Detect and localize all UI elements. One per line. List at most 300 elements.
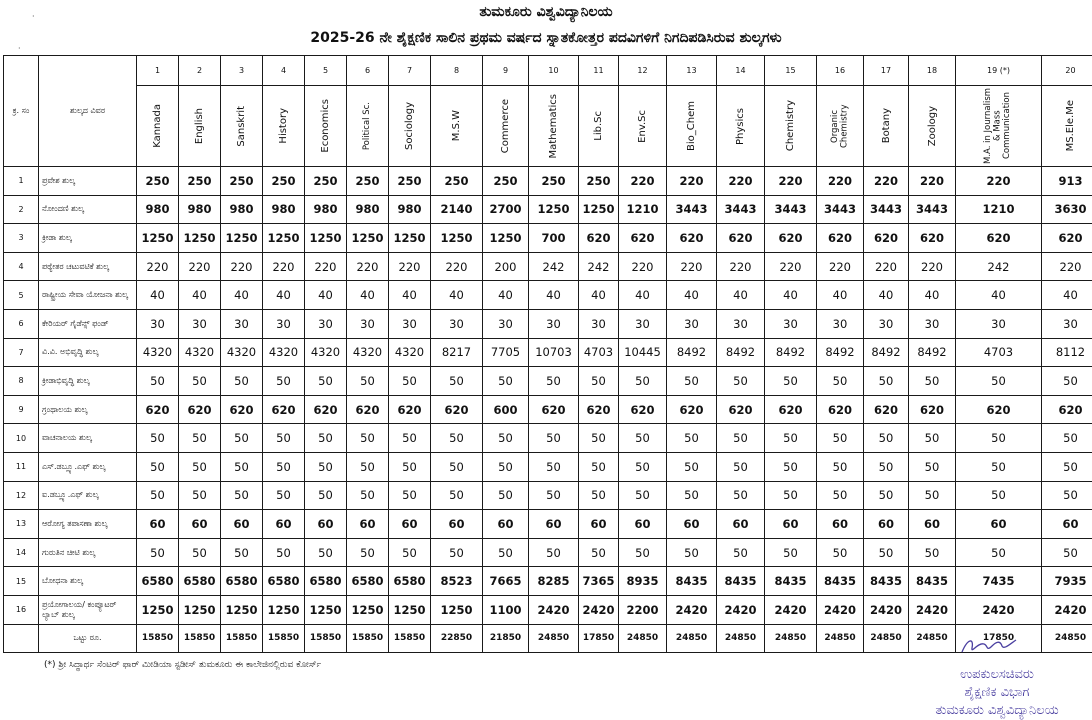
column-name [137,86,179,167]
fee-cell: 6580 [347,567,389,596]
fee-cell: 50 [389,424,431,453]
fee-cell: 30 [619,309,667,338]
fee-cell: 8435 [717,567,765,596]
fee-cell: 250 [221,167,263,196]
fee-cell: 40 [765,281,817,310]
fee-cell: 980 [389,195,431,224]
fee-cell: 1250 [579,195,619,224]
total-serial [4,624,39,652]
column-number: 4 [263,56,305,86]
fee-cell: 220 [864,252,909,281]
fee-cell: 620 [1042,224,1092,253]
fee-cell: 30 [137,309,179,338]
fee-cell: 50 [717,481,765,510]
fee-cell: 3443 [817,195,864,224]
column-number: 14 [717,56,765,86]
fee-cell: 50 [1042,452,1092,481]
fee-cell: 220 [817,167,864,196]
total-cell: 24850 [765,624,817,652]
fee-cell: 50 [817,452,864,481]
total-cell: 21850 [483,624,529,652]
column-name-text: Economics [320,99,331,153]
fee-cell: 60 [263,510,305,539]
fee-cell: 40 [137,281,179,310]
fee-cell: 50 [619,367,667,396]
fee-cell: 60 [137,510,179,539]
row-serial: 8 [4,367,39,396]
fee-cell: 50 [667,424,717,453]
fee-cell: 50 [864,367,909,396]
fee-cell: 50 [347,452,389,481]
column-name-text: Zoology [927,106,938,146]
column-number: 15 [765,56,817,86]
fee-cell: 6580 [221,567,263,596]
row-label: ಗ್ರಂಥಾಲಯ ಶುಲ್ಕ [39,395,137,424]
fee-cell: 7365 [579,567,619,596]
column-number: 16 [817,56,864,86]
column-name-text: Mathematics [548,94,559,158]
fee-cell: 60 [483,510,529,539]
fee-cell: 50 [483,367,529,396]
fee-cell: 50 [667,367,717,396]
fee-cell: 50 [305,367,347,396]
fee-cell: 50 [529,481,579,510]
fee-cell: 1250 [305,224,347,253]
row-label: ಎಸ್.ಡಬ್ಲ್ಯೂ.ಎಫ್ ಶುಲ್ಕ [39,452,137,481]
column-name-text: Env.Sc [637,110,648,143]
fee-cell: 1250 [221,224,263,253]
fee-cell: 2420 [765,595,817,624]
fee-cell: 3443 [717,195,765,224]
fee-cell: 242 [956,252,1042,281]
fee-cell: 980 [263,195,305,224]
total-cell: 15850 [179,624,221,652]
column-name-text: Political Sc. [363,102,373,150]
fee-cell: 50 [864,538,909,567]
table-row [4,167,1092,196]
table-row [4,395,1092,424]
fee-cell: 10703 [529,338,579,367]
column-name-text: Sociology [404,102,415,150]
fee-cell: 3443 [864,195,909,224]
table-row [4,567,1092,596]
fee-cell: 250 [179,167,221,196]
fee-cell: 1250 [431,224,483,253]
fee-cell: 60 [389,510,431,539]
fee-cell: 50 [431,481,483,510]
fee-cell: 50 [1042,538,1092,567]
total-cell: 24850 [667,624,717,652]
fee-cell: 50 [347,481,389,510]
row-label: ಬೋಧನಾ ಶುಲ್ಕ [39,567,137,596]
table-row [4,195,1092,224]
fee-cell: 50 [956,538,1042,567]
fee-cell: 50 [221,481,263,510]
column-name [909,86,956,167]
column-name-text: Commerce [500,99,511,153]
fee-cell: 1250 [389,224,431,253]
fee-cell: 220 [717,167,765,196]
fee-cell: 2420 [579,595,619,624]
column-name [529,86,579,167]
fee-cell: 30 [529,309,579,338]
fee-cell: 620 [579,224,619,253]
column-name [864,86,909,167]
fee-cell: 242 [579,252,619,281]
fee-cell: 60 [179,510,221,539]
column-number: 13 [667,56,717,86]
fee-header: ಶುಲ್ಕದ ವಿವರ [39,56,137,167]
fee-cell: 60 [529,510,579,539]
fee-cell: 620 [389,395,431,424]
column-number: 5 [305,56,347,86]
fee-cell: 50 [717,538,765,567]
fee-cell: 620 [529,395,579,424]
fee-cell: 50 [431,452,483,481]
fee-table [3,55,1092,653]
fee-cell: 50 [179,538,221,567]
fee-cell: 40 [909,281,956,310]
fee-cell: 620 [667,224,717,253]
column-name [263,86,305,167]
row-serial: 10 [4,424,39,453]
fee-cell: 50 [483,538,529,567]
fee-cell: 7935 [1042,567,1092,596]
fee-cell: 2420 [817,595,864,624]
table-row [4,481,1092,510]
fee-cell: 50 [347,367,389,396]
fee-cell: 30 [483,309,529,338]
fee-cell: 8435 [909,567,956,596]
fee-cell: 50 [483,452,529,481]
fee-cell: 50 [619,538,667,567]
column-name-text: History [278,108,289,144]
row-label: ವಿ.ವಿ. ಅಭಿವೃದ್ಧಿ ಶುಲ್ಕ [39,338,137,367]
fee-cell: 220 [221,252,263,281]
fee-cell: 50 [431,424,483,453]
fee-cell: 50 [221,424,263,453]
fee-cell: 7435 [956,567,1042,596]
fee-cell: 50 [347,538,389,567]
fee-cell: 50 [667,481,717,510]
fee-cell: 50 [619,452,667,481]
fee-cell: 50 [717,424,765,453]
fee-cell: 30 [864,309,909,338]
fee-cell: 8435 [864,567,909,596]
fee-cell: 50 [263,538,305,567]
fee-cell: 50 [179,367,221,396]
fee-cell: 50 [579,481,619,510]
fee-cell: 220 [179,252,221,281]
fee-cell: 50 [483,424,529,453]
fee-cell: 30 [579,309,619,338]
fee-cell: 250 [347,167,389,196]
fee-cell: 220 [619,252,667,281]
fee-cell: 4703 [956,338,1042,367]
fee-cell: 60 [579,510,619,539]
fee-cell: 4320 [221,338,263,367]
fee-cell: 1250 [263,595,305,624]
row-label: ಕ್ರೀಡಾ ಶುಲ್ಕ [39,224,137,253]
table-body [4,167,1092,653]
fee-cell: 1210 [619,195,667,224]
fee-cell: 220 [864,167,909,196]
column-name [389,86,431,167]
fee-cell: 1250 [529,195,579,224]
fee-cell: 620 [956,395,1042,424]
row-serial: 2 [4,195,39,224]
fee-cell: 50 [864,424,909,453]
row-label: ಪಠ್ಯೇತರ ಚಟುವಟಿಕೆ ಶುಲ್ಕ [39,252,137,281]
fee-cell: 30 [765,309,817,338]
row-serial: 13 [4,510,39,539]
column-name [619,86,667,167]
column-name [1042,86,1092,167]
column-number: 6 [347,56,389,86]
column-number: 3 [221,56,263,86]
column-name [765,86,817,167]
fee-cell: 10445 [619,338,667,367]
fee-cell: 7705 [483,338,529,367]
fee-cell: 8492 [765,338,817,367]
fee-cell: 60 [347,510,389,539]
fee-cell: 40 [817,281,864,310]
fee-cell: 220 [619,167,667,196]
fee-cell: 8217 [431,338,483,367]
fee-cell: 980 [305,195,347,224]
total-cell: 22850 [431,624,483,652]
column-name-text: English [194,108,205,144]
fee-cell: 50 [529,538,579,567]
fee-cell: 50 [179,424,221,453]
fee-cell: 1250 [305,595,347,624]
fee-cell: 30 [263,309,305,338]
fee-cell: 50 [579,424,619,453]
fee-cell: 50 [765,424,817,453]
fee-cell: 600 [483,395,529,424]
column-name [221,86,263,167]
fee-cell: 50 [137,452,179,481]
fee-cell: 8435 [765,567,817,596]
fee-cell: 620 [765,224,817,253]
fee-cell: 250 [137,167,179,196]
column-number: 8 [431,56,483,86]
signatory-designation: ಉಪಕುಲಸಚಿವರು [922,666,1072,684]
fee-cell: 50 [956,452,1042,481]
fee-cell: 50 [579,367,619,396]
fee-cell: 1250 [137,595,179,624]
fee-cell: 620 [137,395,179,424]
fee-cell: 30 [909,309,956,338]
fee-cell: 980 [137,195,179,224]
fee-cell: 8435 [817,567,864,596]
fee-cell: 6580 [305,567,347,596]
row-serial: 4 [4,252,39,281]
column-name [667,86,717,167]
fee-cell: 50 [817,481,864,510]
fee-cell: 50 [221,367,263,396]
fee-cell: 200 [483,252,529,281]
column-name [305,86,347,167]
sl-header: ಕ್ರ. ಸಂ [4,56,39,167]
fee-cell: 620 [667,395,717,424]
table-row [4,338,1092,367]
fee-cell: 250 [389,167,431,196]
column-number: 1 [137,56,179,86]
fee-cell: 50 [221,452,263,481]
fee-cell: 30 [1042,309,1092,338]
total-cell: 24850 [864,624,909,652]
column-number: 7 [389,56,431,86]
fee-cell: 50 [431,538,483,567]
fee-cell: 50 [263,452,305,481]
fee-cell: 220 [431,252,483,281]
scan-speck: · [18,44,21,53]
fee-cell: 220 [305,252,347,281]
fee-cell: 620 [263,395,305,424]
fee-cell: 30 [817,309,864,338]
fee-cell: 60 [221,510,263,539]
fee-cell: 980 [179,195,221,224]
fee-cell: 50 [137,424,179,453]
column-number: 18 [909,56,956,86]
fee-cell: 40 [221,281,263,310]
fee-cell: 50 [956,367,1042,396]
fee-cell: 50 [864,452,909,481]
row-serial: 12 [4,481,39,510]
column-name-text: Sanskrit [236,106,247,147]
fee-cell: 50 [529,452,579,481]
fee-cell: 250 [263,167,305,196]
fee-cell: 1250 [137,224,179,253]
fee-cell: 30 [179,309,221,338]
fee-cell: 40 [179,281,221,310]
fee-cell: 60 [1042,510,1092,539]
fee-cell: 2420 [717,595,765,624]
fee-cell: 980 [221,195,263,224]
fee-cell: 620 [909,395,956,424]
fee-cell: 620 [864,224,909,253]
row-serial: 11 [4,452,39,481]
footnote: (*) ಶ್ರೀ ಸಿದ್ಧಾರ್ಥ ಸೆಂಟರ್ ಫಾರ್ ಮೀಡಿಯಾ ಸ್ಟಡೀಸ್ ತುಮಕೂರು ಈ ಕಾಲೇಜಿನಲ್ಲಿರುವ ಕೋರ್ಸ್ [44,660,321,670]
total-cell: 24850 [529,624,579,652]
row-serial: 16 [4,595,39,624]
table-row [4,424,1092,453]
fee-cell: 40 [305,281,347,310]
university-title: ತುಮಕೂರು ವಿಶ್ವವಿದ್ಯಾನಿಲಯ [0,4,1092,20]
row-label: ಐ.ಡಬ್ಲ್ಯೂ.ಎಫ್ ಶುಲ್ಕ [39,481,137,510]
fee-cell: 30 [431,309,483,338]
fee-cell: 50 [179,452,221,481]
fee-cell: 50 [347,424,389,453]
fee-cell: 60 [765,510,817,539]
fee-cell: 40 [389,281,431,310]
fee-cell: 50 [619,481,667,510]
fee-cell: 620 [817,395,864,424]
fee-cell: 220 [717,252,765,281]
column-name [347,86,389,167]
fee-cell: 40 [667,281,717,310]
total-cell: 24850 [909,624,956,652]
fee-cell: 40 [956,281,1042,310]
fee-cell: 620 [579,395,619,424]
fee-cell: 220 [817,252,864,281]
fee-cell: 50 [137,538,179,567]
fee-cell: 220 [765,167,817,196]
fee-cell: 60 [667,510,717,539]
table-row [4,252,1092,281]
total-cell: 17850 [579,624,619,652]
fee-cell: 620 [305,395,347,424]
fee-cell: 1250 [483,224,529,253]
fee-cell: 2420 [864,595,909,624]
total-cell: 24850 [817,624,864,652]
total-cell: 15850 [347,624,389,652]
fee-cell: 8492 [817,338,864,367]
fee-cell: 50 [956,424,1042,453]
fee-cell: 50 [579,452,619,481]
row-label: ಪ್ರಯೋಗಾಲಯ/ ಕಂಪ್ಯೂಟರ್ ಲ್ಯಾಬ್ ಶುಲ್ಕ [39,595,137,624]
signatory-institution: ತುಮಕೂರು ವಿಶ್ವವಿದ್ಯಾನಿಲಯ [922,702,1072,720]
fee-cell: 620 [619,395,667,424]
fee-cell: 220 [956,167,1042,196]
column-number: 17 [864,56,909,86]
fee-cell: 40 [864,281,909,310]
fee-cell: 6580 [389,567,431,596]
fee-cell: 2420 [956,595,1042,624]
signature-mark [958,630,1018,660]
column-name [579,86,619,167]
row-label: ಕೇರಿಯರ್ ಗೈಡೆನ್ಸ್ ಫಂಡ್ [39,309,137,338]
fee-cell: 620 [179,395,221,424]
signatory-stamp [922,666,1072,720]
fee-cell: 220 [347,252,389,281]
fee-cell: 50 [1042,367,1092,396]
total-label: ಒಟ್ಟು ರೂ. [39,624,137,652]
fee-cell: 2200 [619,595,667,624]
fee-cell: 220 [137,252,179,281]
fee-cell: 40 [1042,281,1092,310]
fee-cell: 50 [717,452,765,481]
column-name-text: M.A. in Journalism & Mass Communication [984,87,1013,165]
fee-cell: 8523 [431,567,483,596]
column-name-text: Physics [735,108,746,145]
fee-cell: 30 [305,309,347,338]
fee-cell: 2700 [483,195,529,224]
column-name-text: Chemistry [785,100,796,151]
fee-cell: 50 [305,538,347,567]
total-cell: 15850 [137,624,179,652]
fee-cell: 50 [529,367,579,396]
fee-cell: 242 [529,252,579,281]
fee-cell: 8492 [717,338,765,367]
fee-cell: 50 [1042,424,1092,453]
column-name [817,86,864,167]
column-name [717,86,765,167]
row-serial: 9 [4,395,39,424]
fee-cell: 220 [1042,252,1092,281]
column-name-text: Botany [881,108,892,143]
column-number: 20 [1042,56,1092,86]
fee-cell: 4320 [305,338,347,367]
column-number: 9 [483,56,529,86]
total-cell: 15850 [221,624,263,652]
total-cell: 15850 [263,624,305,652]
fee-cell: 6580 [137,567,179,596]
fee-cell: 620 [765,395,817,424]
fee-cell: 8492 [864,338,909,367]
fee-cell: 30 [221,309,263,338]
